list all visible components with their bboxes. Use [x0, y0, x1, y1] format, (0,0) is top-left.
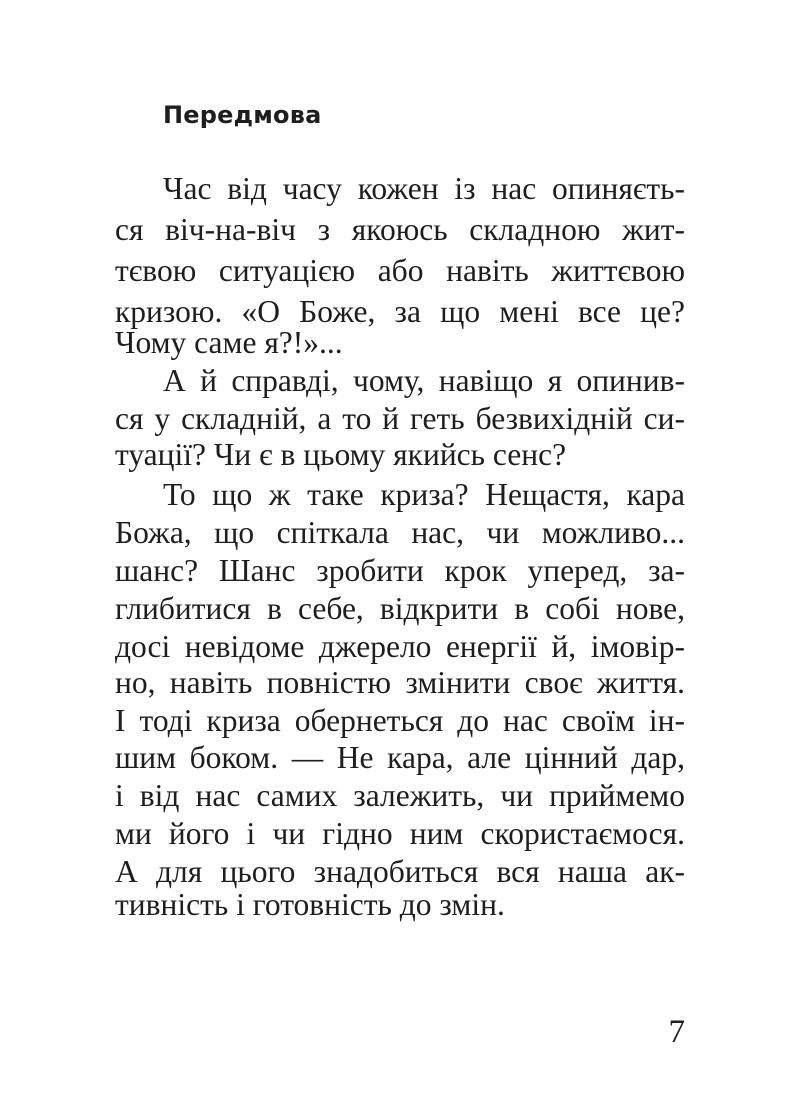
text-line: глибитися в себе, відкрити в собі нове,: [115, 591, 685, 626]
text-line: Час від часу кожен із нас опиняєть-: [163, 171, 685, 206]
page-number: 7: [668, 1014, 685, 1050]
text-line: А для цього знадобиться вся наша ак-: [115, 854, 685, 889]
text-line: но, навіть повністю змінити своє життя.: [115, 665, 685, 700]
text-line: шим боком. — Не кара, але цінний дар,: [115, 740, 685, 775]
text-line: тєвою ситуацією або навіть життєвою: [115, 253, 685, 288]
text-line: Божа, що спіткала нас, чи можливо...: [115, 515, 685, 550]
text-line: тивність і готовність до змін.: [115, 887, 505, 922]
text-line: І тоді криза обернеться до нас своїм ін-: [115, 703, 685, 738]
chapter-heading: Передмова: [163, 101, 322, 129]
text-line: кризою. «О Боже, за що мені все це?: [115, 294, 685, 329]
text-line: ми його і чи гідно ним скористаємося.: [115, 816, 685, 851]
text-line: ся у складній, а то й геть безвихідній си-: [115, 401, 685, 436]
text-line: А й справді, чому, навіщо я опинив-: [163, 363, 685, 398]
text-line: і від нас самих залежить, чи приймемо: [115, 778, 685, 813]
text-line: туації? Чи є в цьому якийсь сенс?: [115, 437, 567, 472]
text-line: шанс? Шанс зробити крок уперед, за-: [115, 553, 685, 588]
text-line: Чому саме я?!»...: [115, 325, 343, 360]
text-line: ся віч-на-віч з якоюсь складною жит-: [115, 212, 685, 247]
text-line: То що ж таке криза? Нещастя, кара: [163, 477, 685, 512]
text-line: досі невідоме джерело енергії й, імовір-: [115, 629, 685, 664]
